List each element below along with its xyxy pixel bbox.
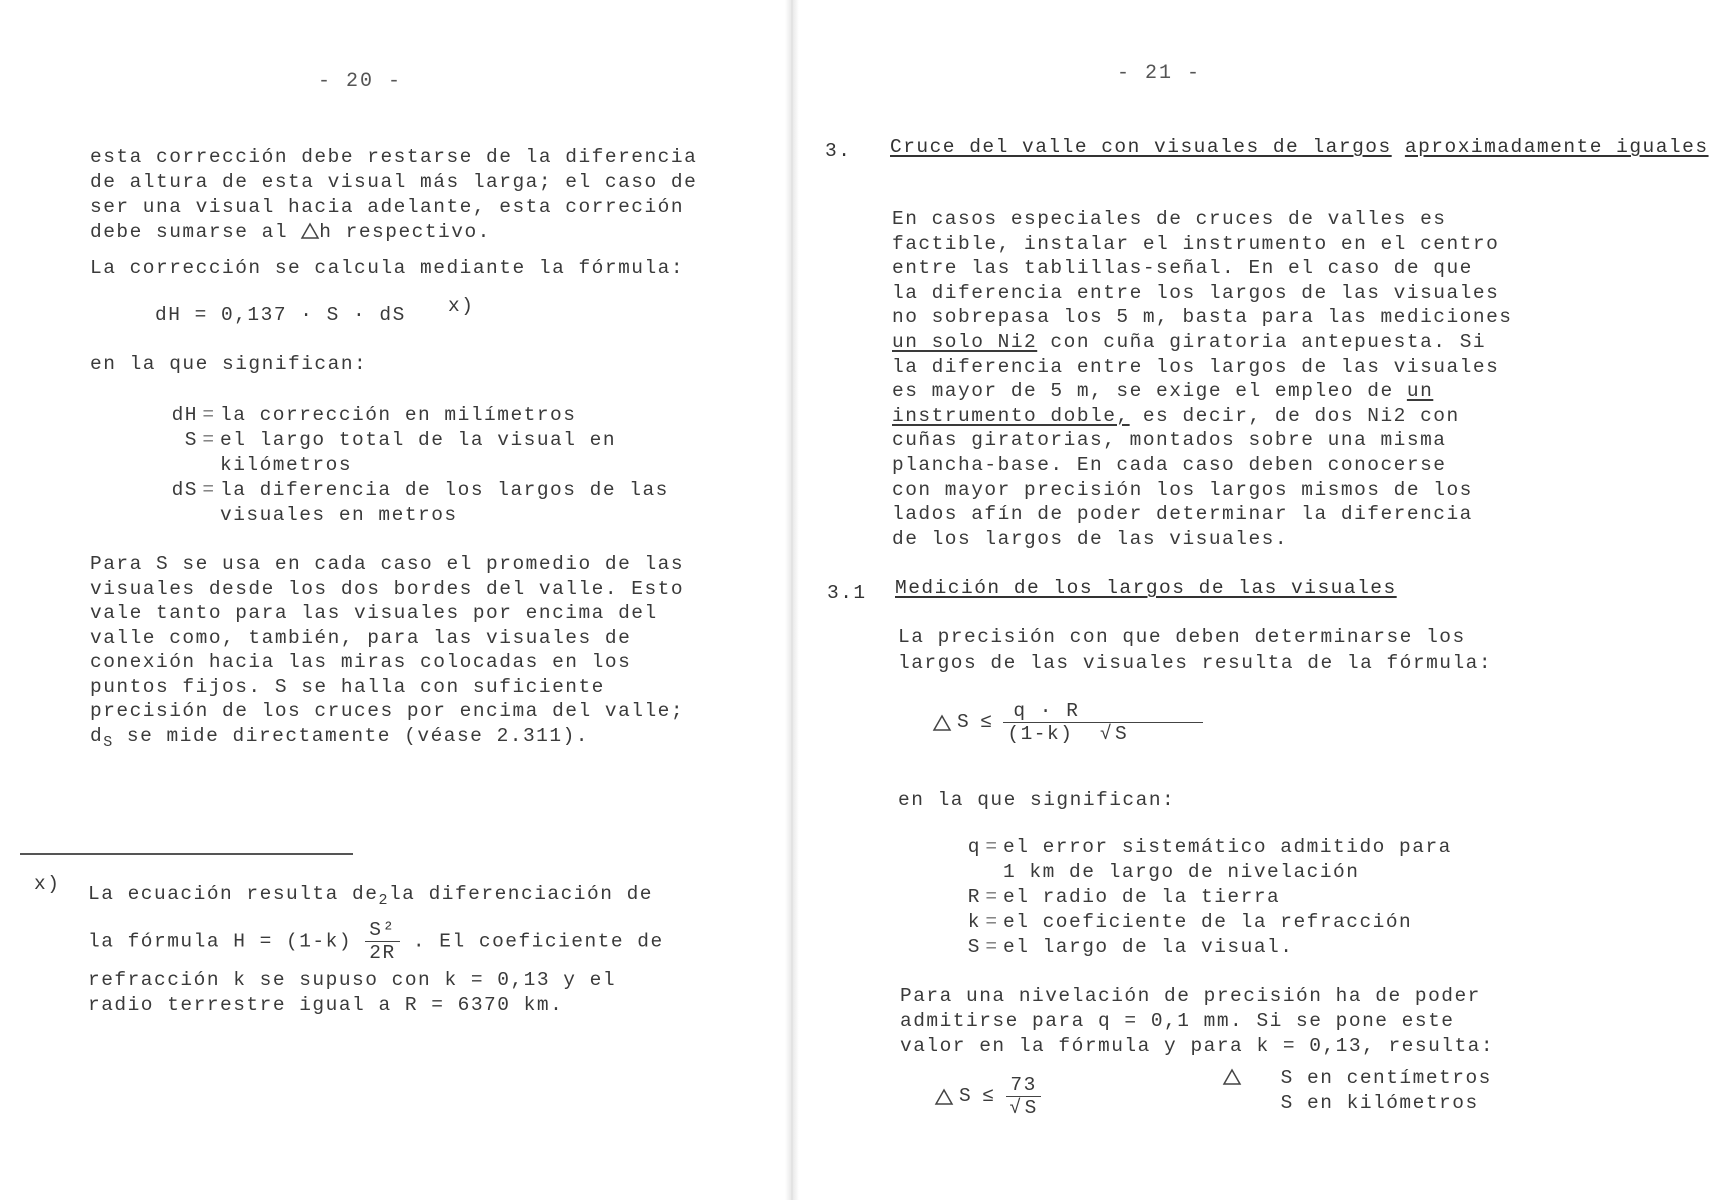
definition-dH: dH = la corrección en milímetros — [171, 404, 577, 426]
paragraph-nivelacion: Para una nivelación de precisión ha de poder admitirse para q = 0,1 mm. Si se pone este valor en la fórmula y para k = 0,13, resulta: — [900, 985, 1495, 1057]
definition-S: S = el largo de la visual. — [967, 936, 1294, 958]
definition-q: q = el error sistemático admitido para — [967, 836, 1452, 858]
section-3-title: Cruce del valle con visuales de largos aproximadamente iguales — [890, 136, 1709, 158]
delta-icon — [933, 715, 951, 731]
section-3-1-number: 3.1 — [827, 582, 867, 604]
page-number: - 20 - — [318, 70, 403, 93]
fraction-S2-2R: $\frac{\text{S²}}{2R}$ — [365, 919, 399, 964]
formula-dH: dH = 0,137 · S · dS — [155, 304, 406, 326]
definition-R: R = el radio de la tierra — [967, 886, 1281, 908]
fraction-qR: $\frac{q \cdot R}{(1-k) √ S}$ — [1003, 700, 1203, 745]
delta-icon — [301, 223, 319, 239]
definition-k: k = el coeficiente de la refracción — [967, 911, 1413, 933]
section-3-1-title: Medición de los largos de las visuales — [895, 577, 1397, 599]
definition-list: dH = la corrección en milímetros S = el largo total de la visual en kilómetros dS = la diferencia de los largos de las visuales en metros — [132, 403, 669, 528]
definition-list-2: q = el error sistemático admitido para 1 km de largo de nivelación R = el radio de la tierra k = el coeficiente de la refracción S = el largo de la visual. — [915, 835, 1452, 960]
paragraph-casos-especiales: En casos especiales de cruces de valles es factible, instalar el instrumento en el centro entre las tablillas-señal. En el caso de que la diferencia entre los largos de las visuales no sobrepasa los 5 m, basta para las mediciones un solo Ni2 con cuña giratoria antepuesta. Si la diferencia entre los largos de las visuales es mayor de 5 m, se exige el empleo de un instrumento doble, es decir, de dos Ni2 con cuñas giratorias, montados sobre una misma plancha-base. En cada caso deben conocerse con mayor precisión los largos mismos de los lados afín de poder determinar la diferencia de los largos de las visuales. — [892, 208, 1513, 550]
definition-S: S = el largo total de la visual en — [184, 429, 617, 451]
page-number: - 21 - — [1117, 62, 1202, 85]
formula-delta-s-73: S ≤ $\frac{73}{√ S}$ — [935, 1074, 1042, 1119]
footnote-marker: x) — [448, 295, 475, 317]
paragraph-significan: en la que significan: — [90, 353, 368, 375]
fraction-73-sqrtS: $\frac{73}{√ S}$ — [1005, 1074, 1041, 1119]
footnote-divider — [20, 853, 353, 855]
footnote-text: La ecuación resulta $de_2la$ diferenciación de la fórmula H = (1-k) $\frac{\text{S²}}{2R}$ . El coeficiente de refracción k se supuso con k = 0,13 y el radio terrestre igual a R = 6370 km. — [88, 883, 664, 1016]
formula-delta-s: S ≤ $\frac{q \cdot R}{(1-k) √ S}$ — [933, 700, 1203, 745]
definition-dS: dS = la diferencia de los largos de las — [171, 479, 669, 501]
paragraph-promedio: Para S se usa en cada caso el promedio de las visuales desde los dos bordes del valle. Esto vale tanto para las visuales por encima del valle como, también, para las visuales de conexión hacia las miras colocadas en los puntos fijos. S se halla con suficiente precisión de los cruces por encima del valle; $d_S$ se mide directamente (véase 2.311). — [90, 553, 685, 751]
delta-icon — [1223, 1069, 1241, 1085]
section-3-number: 3. — [825, 140, 852, 162]
paragraph-significan-2: en la que significan: — [898, 789, 1176, 811]
delta-icon — [935, 1089, 953, 1105]
paragraph-correction: esta corrección debe restarse de la diferencia de altura de esta visual más larga; el caso de ser una visual hacia adelante, esta correción debe sumarse al h respectivo. — [90, 146, 698, 243]
paragraph-formula-intro: La corrección se calcula mediante la fórmula: — [90, 257, 685, 279]
units-legend: S en centímetros S en kilómetros — [1223, 1066, 1492, 1116]
page-21 — [795, 0, 1709, 1200]
page-20 — [0, 0, 790, 1200]
footnote-mark: x) — [34, 873, 61, 895]
paragraph-precision: La precisión con que deben determinarse los largos de las visuales resulta de la fórmula: — [898, 626, 1493, 674]
